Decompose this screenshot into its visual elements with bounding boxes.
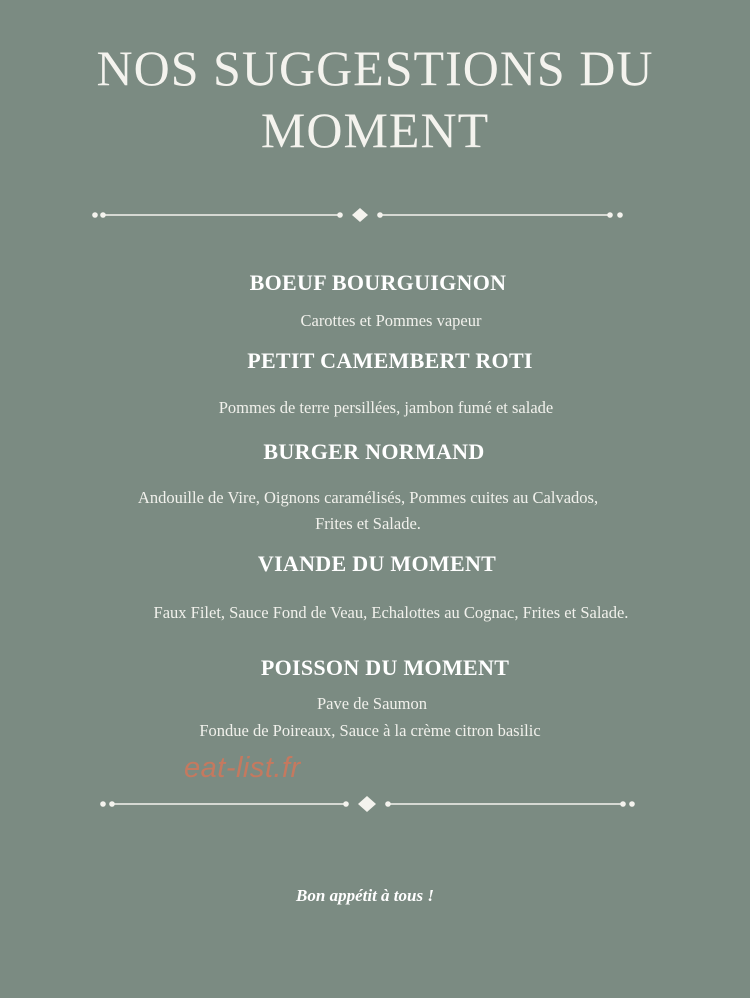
bottom-ornamental-divider — [98, 797, 638, 811]
page-title-line-1: NOS SUGGESTIONS DU — [96, 40, 654, 96]
dish-name-poisson-du-moment: POISSON DU MOMENT — [260, 655, 510, 680]
dish-description-burger-normand-line-2: Frites et Salade. — [315, 514, 421, 533]
page-title-line-2: MOMENT — [260, 102, 490, 158]
dish-description-petit-camembert-roti: Pommes de terre persillées, jambon fumé et salade — [218, 398, 554, 417]
dish-description-boeuf-bourguignon: Carottes et Pommes vapeur — [300, 311, 482, 330]
top-ornamental-divider — [90, 208, 630, 222]
closing-message: Bon appétit à tous ! — [296, 886, 434, 905]
dish-name-boeuf-bourguignon: BOEUF BOURGUIGNON — [249, 270, 507, 295]
dish-description-burger-normand-line-1: Andouille de Vire, Oignons caramélisés, Pommes cuites au Calvados, — [137, 488, 599, 507]
dish-description-poisson-du-moment-line-2: Fondue de Poireaux, Sauce à la crème citron basilic — [199, 721, 541, 740]
dish-name-viande-du-moment: VIANDE DU MOMENT — [257, 551, 497, 576]
dish-name-burger-normand: BURGER NORMAND — [263, 439, 485, 464]
dish-name-petit-camembert-roti: PETIT CAMEMBERT ROTI — [247, 348, 533, 373]
dish-description-viande-du-moment: Faux Filet, Sauce Fond de Veau, Echalottes au Cognac, Frites et Salade. — [153, 603, 629, 622]
site-watermark: eat-list.fr — [184, 752, 301, 784]
dish-description-poisson-du-moment-line-1: Pave de Saumon — [317, 694, 427, 713]
